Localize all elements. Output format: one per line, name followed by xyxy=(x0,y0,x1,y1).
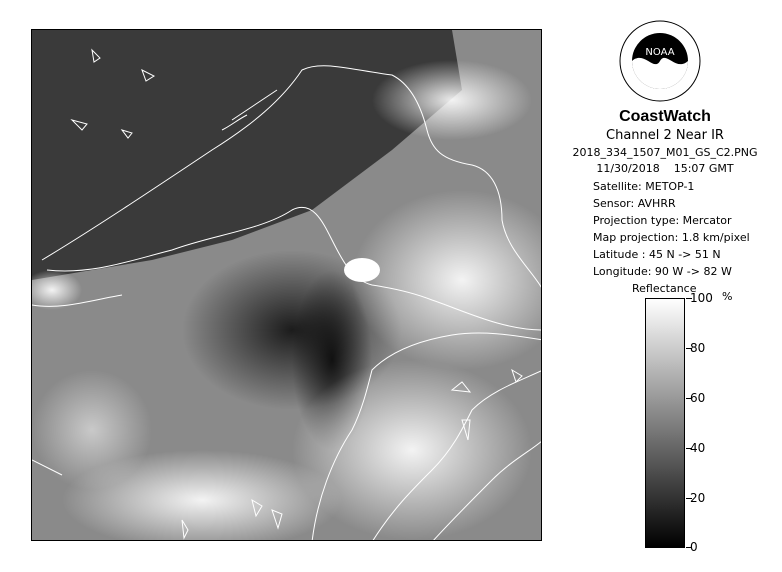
sensor-label: Sensor: AVHRR xyxy=(593,197,676,210)
noaa-logo xyxy=(619,20,701,102)
cloud-sw xyxy=(32,370,152,490)
reflectance-colorbar xyxy=(645,298,685,548)
noaa-logo-text: NOAA xyxy=(645,47,675,58)
colorbar-unit: % xyxy=(722,290,733,303)
colorbar-tick-label: 80 xyxy=(690,341,706,355)
coastwatch-title: CoastWatch xyxy=(619,108,711,125)
satellite-label: Satellite: METOP-1 xyxy=(593,180,695,193)
longitude-label: Longitude: 90 W -> 82 W xyxy=(593,265,732,278)
map-canvas xyxy=(32,30,542,541)
colorbar-title: Reflectance xyxy=(632,282,697,295)
colorbar-tick-label: 20 xyxy=(690,491,706,505)
colorbar-tick-label: 60 xyxy=(690,391,706,405)
colorbar-tick-label: 100 xyxy=(690,291,713,305)
colorbar-tick-label: 0 xyxy=(690,540,698,554)
colorbar-tick-label: 40 xyxy=(690,441,706,455)
file-name: 2018_334_1507_M01_GS_C2.PNG xyxy=(572,146,758,159)
projection-type-label: Projection type: Mercator xyxy=(593,214,732,227)
cloud-ne xyxy=(372,60,532,140)
latitude-label: Latitude : 45 N -> 51 N xyxy=(593,248,721,261)
date-time: 11/30/2018 15:07 GMT xyxy=(596,162,734,175)
map-projection-label: Map projection: 1.8 km/pixel xyxy=(593,231,750,244)
satellite-map xyxy=(31,29,542,541)
channel-subtitle: Channel 2 Near IR xyxy=(606,128,724,143)
noaa-seal-icon xyxy=(619,20,701,102)
